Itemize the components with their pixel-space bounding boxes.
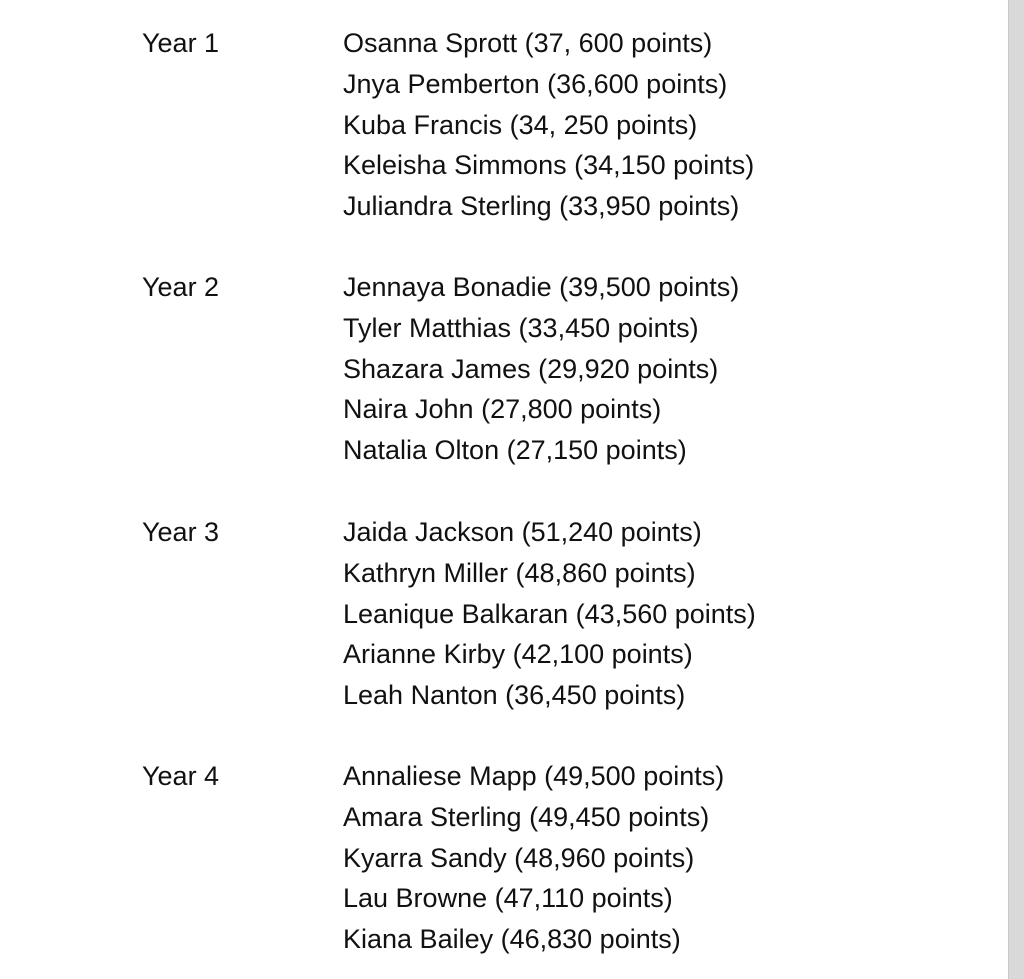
- year-label: Year 3: [142, 517, 220, 547]
- student-entry: Kiana Bailey (46,830 points): [343, 924, 681, 955]
- student-entry: Lau Browne (47,110 points): [343, 883, 673, 914]
- student-entry: Jnya Pemberton (36,600 points): [343, 68, 728, 99]
- student-entry: Tyler Matthias (33,450 points): [343, 312, 699, 343]
- year-label: Year 4: [142, 761, 220, 791]
- student-entry: Jennaya Bonadie (39,500 points): [343, 272, 740, 302]
- student-entry: Amara Sterling (49,450 points): [343, 801, 710, 832]
- year-label: Year 1: [142, 28, 220, 58]
- year-section-3: [0, 512, 1008, 722]
- student-entry: Shazara James (29,920 points): [343, 353, 719, 384]
- page-edge-shadow: [1008, 0, 1024, 979]
- student-entry: Annaliese Mapp (49,500 points): [343, 761, 725, 791]
- year-section-1: [0, 23, 1008, 233]
- student-entry: Naira John (27,800 points): [343, 394, 662, 425]
- student-entry: Juliandra Sterling (33,950 points): [343, 191, 740, 222]
- student-entry: Jaida Jackson (51,240 points): [343, 517, 702, 547]
- student-entry: Kuba Francis (34, 250 points): [343, 109, 698, 140]
- student-entry: Keleisha Simmons (34,150 points): [343, 150, 755, 181]
- year-section-2: [0, 267, 1008, 477]
- student-list: [343, 23, 754, 227]
- student-entry: Natalia Olton (27,150 points): [343, 435, 687, 466]
- student-entry: Leah Nanton (36,450 points): [343, 680, 686, 711]
- student-list: [343, 267, 739, 471]
- student-entry: Kathryn Miller (48,860 points): [343, 557, 696, 588]
- year-label: Year 2: [142, 272, 220, 302]
- student-list: [343, 756, 724, 960]
- student-entry: Leanique Balkaran (43,560 points): [343, 598, 756, 629]
- student-list: [343, 512, 756, 716]
- year-section-4: [0, 756, 1008, 966]
- student-entry: Osanna Sprott (37, 600 points): [343, 28, 713, 58]
- student-entry: Kyarra Sandy (48,960 points): [343, 842, 695, 873]
- student-entry: Arianne Kirby (42,100 points): [343, 639, 693, 670]
